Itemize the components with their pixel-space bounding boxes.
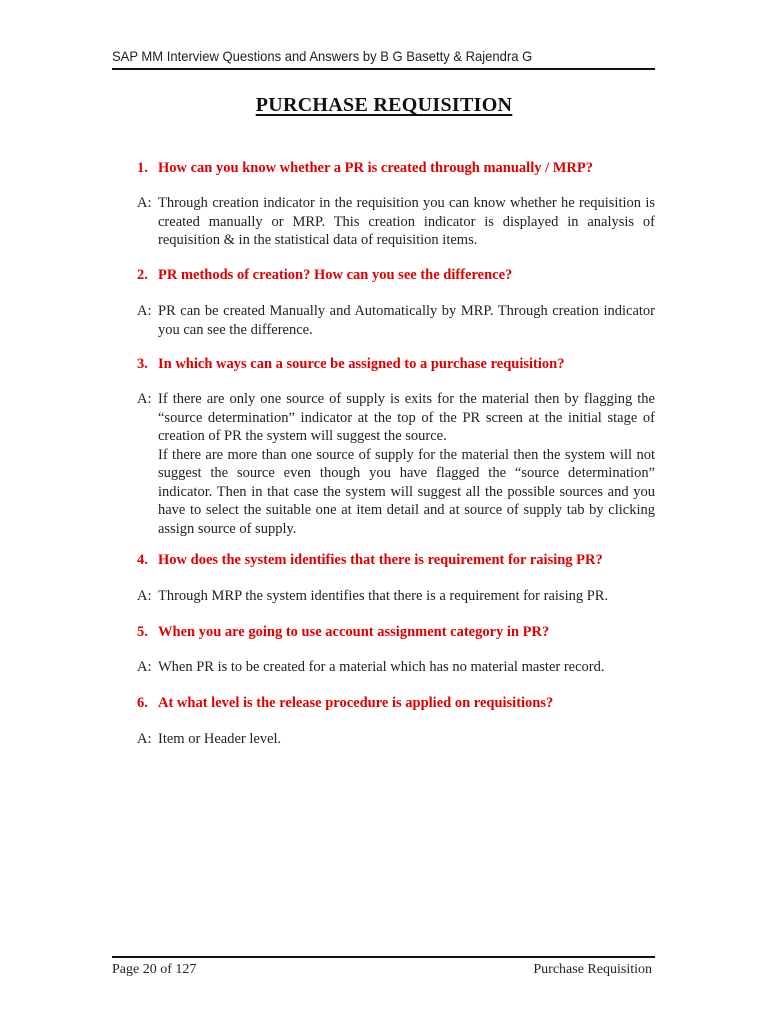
answer-body: [158, 302, 655, 339]
answer-marker: A:: [137, 391, 152, 407]
question-text: PR methods of creation? How can you see the difference?: [158, 267, 513, 283]
question-text: How can you know whether a PR is created through manually / MRP?: [158, 160, 594, 176]
answer-text: Through MRP the system identifies that there is a requirement for raising PR.: [158, 588, 609, 604]
question: [137, 694, 553, 712]
answer-marker: A:: [137, 195, 152, 211]
answer-text: Item or Header level.: [158, 731, 282, 747]
answer-text: If there are more than one source of supply for the material then the system will not suggest the source even though you have flagged the “source determination” indicator. Then in that case the system will suggest all the possible sources and you have to select the suitable one at item detail and at source of supply tab by clicking assign source of supply.: [158, 446, 655, 537]
question: [137, 355, 564, 373]
answer-body: [158, 194, 655, 250]
answer-marker: A:: [137, 659, 152, 675]
answer: [137, 390, 655, 538]
answer: [137, 658, 655, 677]
answer: [137, 302, 655, 339]
question-number: 1.: [137, 160, 148, 176]
question: [137, 266, 512, 284]
answer-text: When PR is to be created for a material which has no material master record.: [158, 659, 605, 675]
answer-body: [158, 730, 655, 749]
page-header: [112, 48, 655, 70]
answer: [137, 587, 655, 606]
question: [137, 623, 549, 641]
answer-text: If there are only one source of supply is exits for the material then by flagging the “source determination” indicator at the top of the PR screen at the initial stage of creation of PR the system will suggest the source.: [158, 391, 655, 444]
footer-section-title: Purchase Requisition: [533, 962, 652, 977]
question-text: How does the system identifies that there is requirement for raising PR?: [158, 552, 603, 568]
answer: [137, 730, 655, 749]
answer-marker: A:: [137, 303, 152, 319]
page-footer: [112, 956, 655, 977]
question-number: 6.: [137, 695, 148, 711]
answer-body: [158, 390, 655, 538]
question-text: In which ways can a source be assigned to a purchase requisition?: [158, 356, 565, 372]
question: [137, 159, 593, 177]
question-number: 2.: [137, 267, 148, 283]
answer-text: Through creation indicator in the requisition you can know whether he requisition is created manually or MRP. This creation indicator is displayed in analysis of requisition & in the statistical data of requisition items.: [158, 195, 655, 248]
question-text: At what level is the release procedure is applied on requisitions?: [158, 695, 554, 711]
answer-marker: A:: [137, 731, 152, 747]
page-title: PURCHASE REQUISITION: [255, 94, 513, 116]
question: [137, 551, 603, 569]
answer-body: [158, 658, 655, 677]
answer-body: [158, 587, 655, 606]
question-number: 4.: [137, 552, 148, 568]
question-number: 5.: [137, 624, 148, 640]
answer-marker: A:: [137, 588, 152, 604]
answer: [137, 194, 655, 250]
question-number: 3.: [137, 356, 148, 372]
question-text: When you are going to use account assignment category in PR?: [158, 624, 550, 640]
header-text: SAP MM Interview Questions and Answers by B G Basetty & Rajendra G: [112, 48, 533, 64]
page-number: Page 20 of 127: [112, 962, 197, 977]
answer-text: PR can be created Manually and Automatically by MRP. Through creation indicator you can see the difference.: [158, 303, 655, 338]
